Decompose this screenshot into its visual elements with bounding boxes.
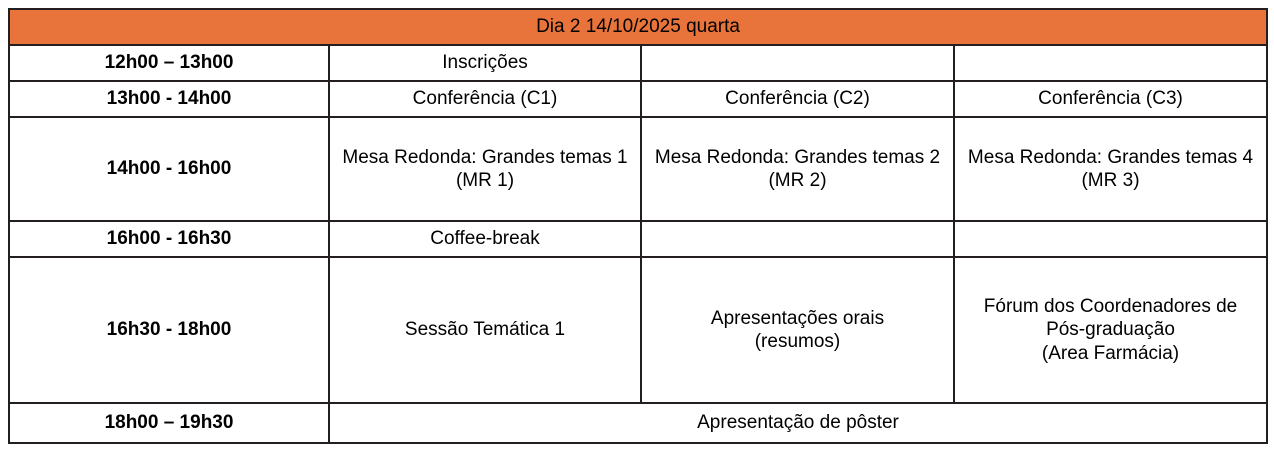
row-time: 16h30 - 18h00	[9, 257, 329, 403]
row-time: 12h00 – 13h00	[9, 45, 329, 81]
row-activity-a: Inscrições	[329, 45, 641, 81]
row-activity-full: Apresentação de pôster	[329, 403, 1267, 443]
row-activity-b	[641, 221, 954, 257]
row-activity-b: Mesa Redonda: Grandes temas 2 (MR 2)	[641, 117, 954, 221]
row-time: 16h00 - 16h30	[9, 221, 329, 257]
table-row	[9, 117, 1267, 221]
row-activity-b	[641, 45, 954, 81]
row-time: 13h00 - 14h00	[9, 81, 329, 117]
table-row	[9, 221, 1267, 257]
row-activity-c	[954, 221, 1267, 257]
schedule-day-header: Dia 2 14/10/2025 quarta	[9, 9, 1267, 45]
row-activity-a: Conferência (C1)	[329, 81, 641, 117]
row-activity-a: Coffee-break	[329, 221, 641, 257]
row-activity-a: Sessão Temática 1	[329, 257, 641, 403]
row-activity-a: Mesa Redonda: Grandes temas 1 (MR 1)	[329, 117, 641, 221]
row-activity-c: Mesa Redonda: Grandes temas 4 (MR 3)	[954, 117, 1267, 221]
row-activity-b: Conferência (C2)	[641, 81, 954, 117]
schedule-table	[8, 8, 1268, 444]
table-row	[9, 403, 1267, 443]
row-time: 18h00 – 19h30	[9, 403, 329, 443]
row-activity-c: Conferência (C3)	[954, 81, 1267, 117]
row-activity-b: Apresentações orais (resumos)	[641, 257, 954, 403]
row-activity-c	[954, 45, 1267, 81]
table-row	[9, 257, 1267, 403]
row-time: 14h00 - 16h00	[9, 117, 329, 221]
table-row	[9, 81, 1267, 117]
table-row	[9, 45, 1267, 81]
row-activity-c: Fórum dos Coordenadores de Pós-graduação (Area Farmácia)	[954, 257, 1267, 403]
table-row-header	[9, 9, 1267, 45]
